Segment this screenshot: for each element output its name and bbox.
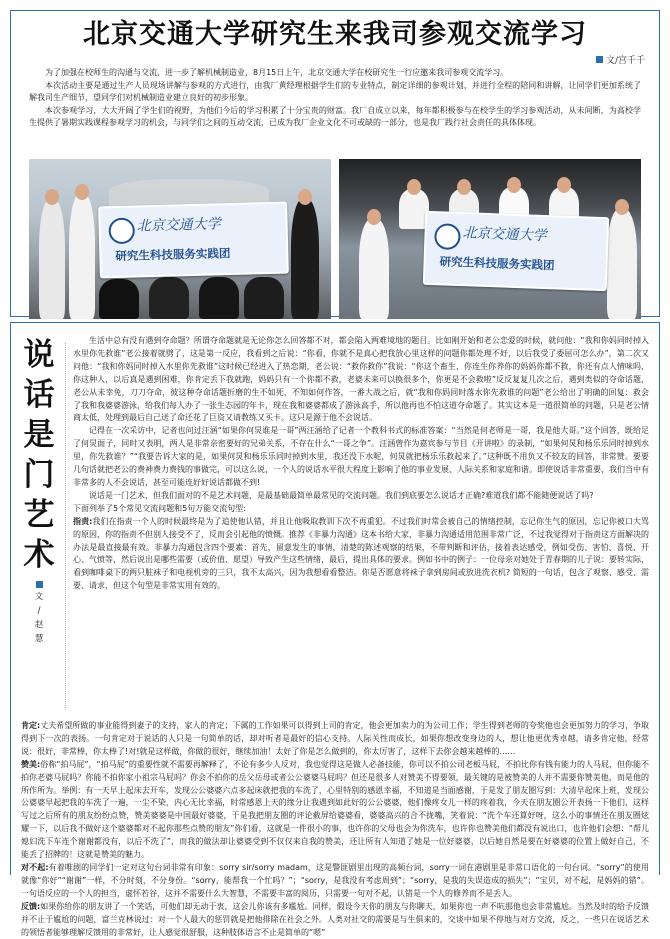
tip-text: 俗称“拍马屁”，“拍马屁”的重要性就不需要再解释了，不论有多少人反对，我也觉得这是做人必备技能，你可以不拍公司老板马屁，不拍比你有钱有能力的人马屁，但你能不拍你老婆马屁吗？你能不拍你家小祖宗马屁吗？你会不拍你的岳父岳母或者公公婆婆马屁吗？但还是很多人对赞美不得要领，最关键的是被赞美的人并不需要你赞美他，而是他的所作所为。举例：有一天早上起床去开车，发现公公婆婆六点多起床就把我的车洗了，心里特别的感恩幸福，不知道是当面感谢，于是发了朋友圈写到：大清早起床上班，发现公公婆婆早起把我的车洗了一遍，一尘不染，内心无比幸福，时常感恩上天的缘分让我遇到如此好的公公婆婆，他们像疼女儿一样的疼着我，今天在朋友圈公开表扬一下他们，这样写过之后所有的朋友纷纷点赞，赞美婆婆是中国最好婆婆，于是我把朋友圈的评论截屏给婆婆看，婆婆高兴的合不拢嘴，笑着说：“洗个车还算好呀，这么小的事情还在朋友圈炫耀一下，以后我不做好这个婆婆都对不起你那些点赞的朋友”你们看，这就是一件很小的事，也许你的父母也会为你洗车，也许你也赞美他们都没有说出口，也许他们会想：“帮儿媳妇洗下车连个谢谢都没有，以后不洗了”，而我的做法却让婆婆受到不仅仅来自我的赞美，还让所有人知道了她是一位好婆婆，以后她自然是要在好婆婆的位置上做好自己，不能丢了招牌的！这就是赞美的魅力。	[21, 759, 650, 860]
byline	[596, 53, 645, 66]
tip-text: 如果你给你的朋友讲了一个笑话，可他们却无动于衷，这会儿你该有多尴尬。同样，假设今天你的朋友与你聊天，如果你也一声不吭那他也会非常尴尬。当然及时的给予反馈并不止于尴尬的问题，富兰克林说过：对一个人最大的惩罚就是把他排除在社会之外。人类对社交的需要是与生俱来的，交谈中如果不停地与对方交流，反之，一些只在说话艺术的领悟者能够理解反馈用的非常好，让人感觉很舒服，这种肢体语言不止是简单的“嗯”	[21, 901, 650, 937]
tip-paragraph	[21, 901, 649, 939]
paragraph: 为了加强在校师生的沟通与交流，进一步了解机械制造业，8月15日上午，北京交通大学在校研究生一行应邀来我司参观交流学习。	[45, 68, 509, 77]
tip-label: 肯定:	[21, 721, 41, 730]
tip-label: 对不起:	[21, 862, 49, 872]
article-body	[73, 335, 649, 593]
paragraph: 生活中总有没有遇到夺命题？所谓夺命题就是无论你怎么回答都不对，都会陷入两难境地的题目。比如刚开始和老公恋爱的时候，就问他：“我和你妈同时掉入水里你先救谁”老公接着就劈了，这是第一反应，我看到之后说：“你看，你就不是真心把我放心里这样的问题你都处理不好，以后我受了委屈可怎么办”，第二次又问他：“我和你妈同时掉入水里你先救谁”这时候已经进入了热恋期，老公说：“救你救你”我说：“你这个畜生，你连生你养你的妈妈你都不救，你还有点人情味吗，你这种人，以后真是遇到困难，你肯定丢下我就跑，妈妈只有一个你都不救，老婆未来可以换很多个，你更是不会救啦”反反复复几次之后，遇到类似的夺命话题，老公从未幸免，刀刀夺命，彼这种夺命话题折磨的生不如死，不知如何作答，一番大战之后，就“我和你妈同时落水你先救谁的问题”老公给出了明确的回复：救会了我和我婆婆游泳，给我们每人办了一张生态园的年卡，现在我和婆婆都成了游泳高手，所以他再也不怕这道夺命题了。其实这本是一道很简单的问题，只是老公情商太低，处理到最后自己送了命还花了巨资又请教练又买卡。这只是源于他不会说话。	[73, 336, 649, 423]
byline-marker	[596, 56, 603, 63]
tip-paragraph	[21, 862, 649, 901]
university-banner	[98, 202, 289, 279]
group-photo-right	[339, 159, 641, 319]
title-char: 话	[23, 377, 55, 413]
author-char: 文	[34, 592, 44, 602]
byline-text: 文/宫千千	[605, 56, 645, 66]
article-body	[29, 67, 641, 130]
tip-paragraph	[73, 516, 649, 593]
headline: 北京交通大学研究生来我司参观交流学习	[83, 19, 587, 50]
title-char: 是	[23, 417, 55, 453]
university-seal-icon	[108, 218, 135, 245]
tip-label: 赞美:	[21, 759, 41, 769]
university-banner	[423, 211, 609, 291]
tip-label: 反馈:	[21, 901, 41, 911]
article-visit	[10, 10, 660, 317]
article-speech-art	[10, 322, 660, 937]
tip-paragraph	[21, 759, 649, 862]
paragraph: 本次参观学习，大大开阔了学生们的视野，为他们今后的学习积累了十分宝贵的财富。我厂自成立以来，每年都积极参与在校学生的学习参观活动，从未间断，为高校学生提供了暑期实践课程参观学习的机会，与同学们之间的互动交流，已成为我厂企业文化不可或缺的一部分，也是我厂践行社会责任的具体体现。	[29, 105, 641, 128]
tip-text: 有着唯剧的同学们一定对这句台词非常有印象：sorry sir/sorry madam，这是警匪剧里出现的高频台词，sorry一词在港剧里是非常口语化的一句台词。“sorry”的使用就像“你好”“谢谢”一样，不分时刻，不分身份。“sorry，能帮我一个忙吗？”；“sorry，是我没有考虑周到”；“sorry，是我的失误造成的损失”；“宝贝，对不起，是妈妈的错”。一句语反应的一个人的担当，虚怀若谷，这并不需要什么大智慧，不需要丰富的阅历，只需要一句对不起，认错是一个人的修养而不是丢人。	[21, 862, 650, 898]
author-char: 赵	[34, 620, 44, 630]
tip-paragraph	[21, 720, 649, 759]
title-char: 说	[23, 337, 55, 373]
vertical-title	[21, 335, 57, 646]
paragraph: 本次活动主要是通过生产人员现场讲解与参观的方式进行，由我厂黄经理根据学生们的专业特点，制定详细的参观计划，并进行全程的陪同和讲解，让同学们更加系统了解我司生产细节，望同学们对机械制造业建立良好的初步形象。	[29, 80, 641, 103]
column-divider	[65, 343, 66, 708]
group-photo-left	[29, 159, 331, 319]
title-char: 门	[23, 457, 55, 493]
paragraph: 说话是一门艺术，但我们面对的不是艺术问题，是最基础最简单最常见的交流问题。我们到底要怎么说话才正确?难道我们都不能随便说话了吗?	[89, 490, 594, 500]
banner-university: 北京交通大学	[462, 225, 547, 245]
author-char: 慧	[34, 634, 44, 644]
paragraph: 下面列举了5个常见交流问题和5句万能交流句型:	[73, 503, 246, 513]
banner-team: 研究生科技服务实践团	[115, 246, 231, 264]
banner-team: 研究生科技服务实践团	[439, 254, 555, 273]
title-char: 艺	[23, 497, 55, 533]
article-body-full-width	[21, 720, 649, 939]
tip-text: 我们在指责一个人的时候最终是为了追使他认错，并且让他吸取教训下次不再重犯。不过我们时常会被自己的情绪控制，忘记你生气的原因，忘记你被口大骂的原因，你的指责不但别人接受不了，反而会引起他的愤慨。推荐《非暴力沟通》这本书给大家，非暴力沟通适用范围非常广泛，不过我觉得对于指责这方面解决的办法是最直接最有效。非暴力沟通包含四个要素：首先，留意发生的事情，清楚的陈述观察的结果，不带判断和评估，接着表达感受，例如受伤、害怕、喜悦、开心、气愤等，然后说出是哪些需要（或价值、愿望）导致产生这些情绪，最后，提出具体的要求。例如书中的例子：一位母亲对她处于青春期的儿子说：要转实际，看到咖啡桌下的两只脏袜子和电视机旁的三只，我不太高兴，因为我想看看整洁。你是否愿意将袜子拿到房间或放进洗衣机? 简短的一句话，包含了观察、感受、需要、请求，但这个句型是非常实用有效的。	[73, 516, 649, 591]
tip-text: 丈夫希望所做的事业能得到妻子的支持，家人的肯定；下属的工作如果可以得到上司的肯定，他会更加卖力的为公司工作；学生得到老师的夸奖他也会更加努力的学习，争取得到下一次的表扬。一句肯定对于说话的人只是一句简单的话，却对听者是最好的信心支持。人际关性而成长，如果你想改变身边的人，想让他更优秀卓越，请多肯定他，经常说：很好，非常棒，你太棒了!对!就是这样做，你做的很好，继续加油！太好了你是怎么做到的，你太厉害了，这样下去你会越来越棒的……	[21, 721, 650, 756]
paragraph: 记得在一次采访中，记者也问过汪涵“如果你何炅谁是一哥”两汪涵给了记者一个教科书式的标准答案：“当然是何老师是一哥，我是他大哥。”这个回答，既给足了何炅面子，同时又表明，两人是非常亲密要好的兄弟关系，不存在什么“一哥之争”。汪涵曾作为嘉宾参与节目《开讲啦》的录制，“如果何炅和杨乐乐同时掉到水里，你先救谁？”“我要告诉大家的是，如果何炅和杨乐乐同时掉到水里，我还没下水呢，何炅就把杨乐乐救起来了。”这种既不用负又不较友的回答，非常赞。要要几句话就把老公的费神费力费钱的事做完，可以这么说，一个人的说话水平很大程度上影响了他的事业发展、人际关系和家庭和谐。即使说话非常重要，我们当中有非常多的人不会说话，甚至可能连好好说话都做不到!	[73, 426, 649, 487]
author-char: /	[37, 606, 41, 616]
tip-label: 指责:	[73, 516, 93, 526]
author-marker	[36, 581, 43, 588]
photo-row	[29, 159, 641, 319]
title-char: 术	[23, 537, 55, 573]
banner-university: 北京交通大学	[136, 216, 221, 235]
university-seal-icon	[434, 223, 461, 250]
